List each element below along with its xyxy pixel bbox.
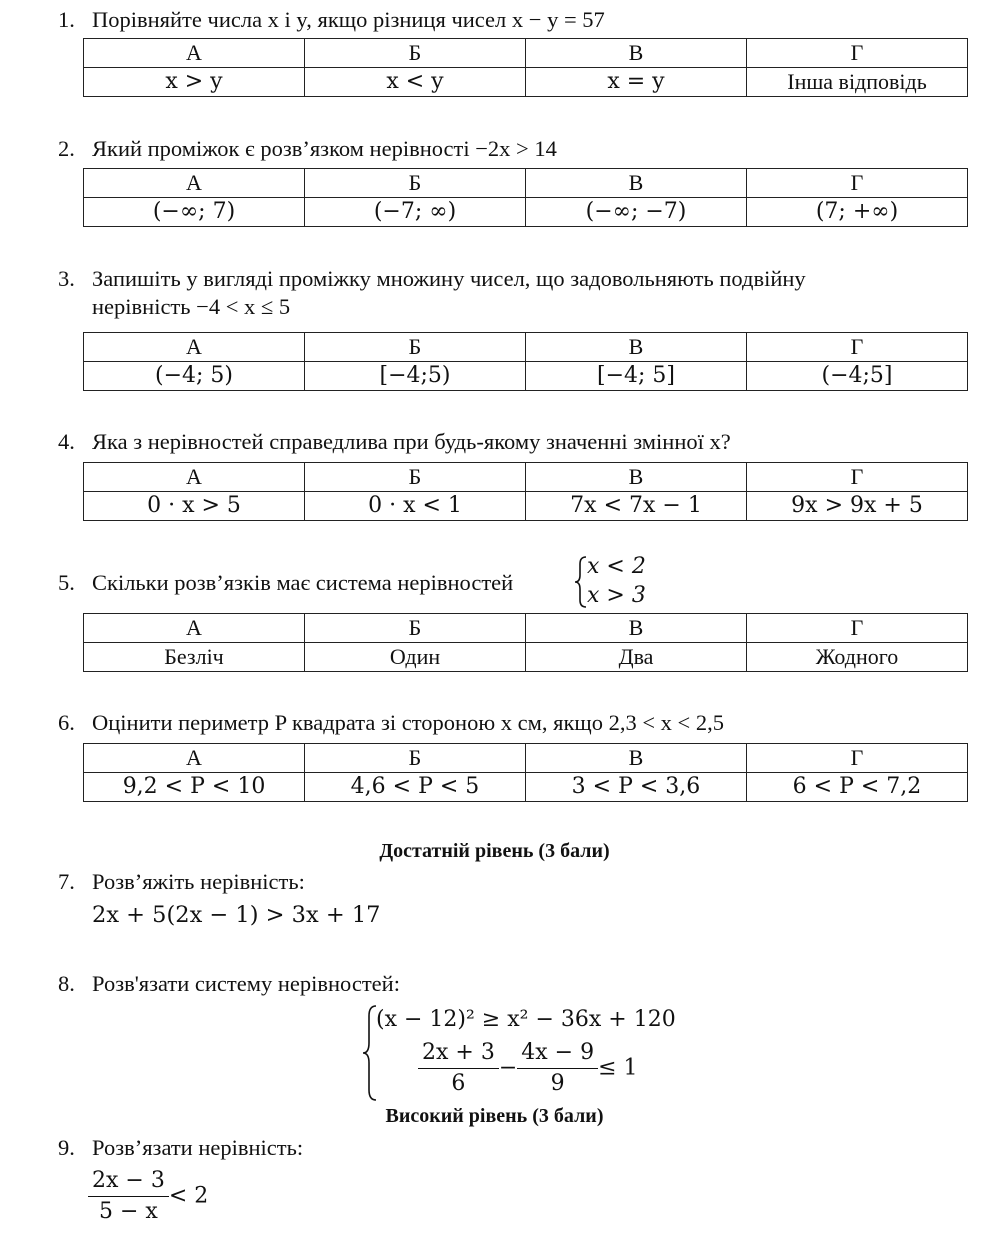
inequality-rhs: < 2 — [168, 1183, 209, 1209]
question-text: Яка з нерівностей справедлива при будь-якому значенні змінної x? — [92, 429, 731, 454]
expression-9 — [88, 1166, 208, 1227]
answer-table-6 — [83, 743, 968, 802]
inequality-rhs: ≤ 1 — [598, 1055, 638, 1081]
fraction-1-numerator: 2x + 3 — [418, 1038, 499, 1069]
option-v: 7x < 7x − 1 — [526, 492, 747, 521]
question-text: Скільки розв’язків має система нерівностей — [92, 570, 514, 595]
header-g: Г — [747, 39, 968, 68]
option-v: 3 < P < 3,6 — [526, 773, 747, 802]
option-a: (−4; 5) — [84, 362, 305, 391]
question-text: Розв’язати нерівність: — [92, 1135, 304, 1160]
header-v: В — [526, 463, 747, 492]
header-b: Б — [305, 169, 526, 198]
header-b: Б — [305, 333, 526, 362]
question-1 — [58, 6, 605, 34]
question-number: 9. — [58, 1135, 75, 1160]
option-g: 6 < P < 7,2 — [747, 773, 968, 802]
answer-table-1 — [83, 38, 968, 97]
header-a: А — [84, 39, 305, 68]
option-a: (−∞; 7) — [84, 198, 305, 227]
option-v: (−∞; −7) — [526, 198, 747, 227]
header-a: А — [84, 463, 305, 492]
option-v: Два — [526, 643, 747, 672]
question-4 — [58, 428, 731, 456]
question-number: 1. — [58, 7, 75, 32]
question-text: Розв'язати систему нерівностей: — [92, 971, 400, 996]
header-a: А — [84, 744, 305, 773]
fraction-2-numerator: 4x − 9 — [517, 1038, 598, 1069]
fraction-2-denominator: 9 — [550, 1071, 565, 1096]
fraction-1 — [418, 1038, 499, 1099]
fraction — [88, 1166, 169, 1227]
option-a: x > y — [84, 68, 305, 97]
header-v: В — [526, 333, 747, 362]
question-2 — [58, 135, 557, 163]
question-text: Оцінити периметр P квадрата зі стороною x см, якщо 2,3 < x < 2,5 — [92, 710, 724, 735]
option-a: 0 · x > 5 — [84, 492, 305, 521]
question-text: Запишіть у вигляді проміжку множину чисел, що задовольняють подвійну — [92, 266, 806, 291]
header-g: Г — [747, 463, 968, 492]
header-v: В — [526, 39, 747, 68]
expression-7: 2x + 5(2x − 1) > 3x + 17 — [92, 902, 381, 928]
header-v: В — [526, 169, 747, 198]
answer-table-4 — [83, 462, 968, 521]
answer-table-2 — [83, 168, 968, 227]
header-g: Г — [747, 744, 968, 773]
option-v: x = y — [526, 68, 747, 97]
header-b: Б — [305, 463, 526, 492]
option-g: Жодного — [747, 643, 968, 672]
header-g: Г — [747, 333, 968, 362]
option-g: (−4;5] — [747, 362, 968, 391]
level-heading-sufficient: Достатній рівень (3 бали) — [379, 840, 610, 862]
system-5 — [574, 553, 664, 611]
header-v: В — [526, 614, 747, 643]
question-number: 4. — [58, 429, 75, 454]
option-g: Інша відповідь — [747, 68, 968, 97]
option-a: Безліч — [84, 643, 305, 672]
left-brace-icon — [574, 555, 588, 609]
fraction-numerator: 2x − 3 — [88, 1166, 169, 1197]
option-g: 9x > 9x + 5 — [747, 492, 968, 521]
answer-table-3 — [83, 332, 968, 391]
header-b: Б — [305, 39, 526, 68]
option-b: Один — [305, 643, 526, 672]
fraction-1-denominator: 6 — [451, 1071, 466, 1096]
question-number: 3. — [58, 266, 75, 291]
header-g: Г — [747, 169, 968, 198]
question-7 — [58, 868, 305, 896]
question-text: Розв’яжіть нерівність: — [92, 869, 305, 894]
option-b: [−4;5) — [305, 362, 526, 391]
header-v: В — [526, 744, 747, 773]
header-a: А — [84, 169, 305, 198]
header-b: Б — [305, 614, 526, 643]
option-v: [−4; 5] — [526, 362, 747, 391]
system-line-1: x < 2 — [587, 554, 646, 579]
header-a: А — [84, 333, 305, 362]
option-b: 0 · x < 1 — [305, 492, 526, 521]
option-g: (7; +∞) — [747, 198, 968, 227]
level-heading-high: Високий рівень (3 бали) — [385, 1105, 604, 1127]
question-number: 6. — [58, 710, 75, 735]
system-line-2 — [418, 1038, 638, 1099]
option-a: 9,2 < P < 10 — [84, 773, 305, 802]
fraction-2 — [517, 1038, 598, 1099]
question-number: 8. — [58, 971, 75, 996]
header-g: Г — [747, 614, 968, 643]
minus-sign: − — [498, 1055, 518, 1081]
question-5 — [58, 569, 513, 597]
option-b: x < y — [305, 68, 526, 97]
answer-table-5 — [83, 613, 968, 672]
question-number: 7. — [58, 869, 75, 894]
option-b: 4,6 < P < 5 — [305, 773, 526, 802]
question-6 — [58, 709, 724, 737]
fraction-denominator: 5 − x — [99, 1199, 158, 1224]
system-line-1: (x − 12)² ≥ x² − 36x + 120 — [376, 1007, 676, 1032]
system-line-2: x > 3 — [587, 583, 646, 608]
question-text: Який проміжок є розв’язком нерівності −2x > 14 — [92, 136, 557, 161]
header-a: А — [84, 614, 305, 643]
header-b: Б — [305, 744, 526, 773]
question-number: 2. — [58, 136, 75, 161]
option-b: (−7; ∞) — [305, 198, 526, 227]
question-text: Порівняйте числа x і y, якщо різниця чисел x − y = 57 — [92, 7, 605, 32]
system-8 — [362, 1004, 702, 1104]
question-3 — [58, 265, 806, 321]
question-8 — [58, 970, 400, 998]
question-number: 5. — [58, 570, 75, 595]
question-text-line2: нерівність −4 < x ≤ 5 — [92, 294, 291, 319]
question-9 — [58, 1134, 303, 1162]
